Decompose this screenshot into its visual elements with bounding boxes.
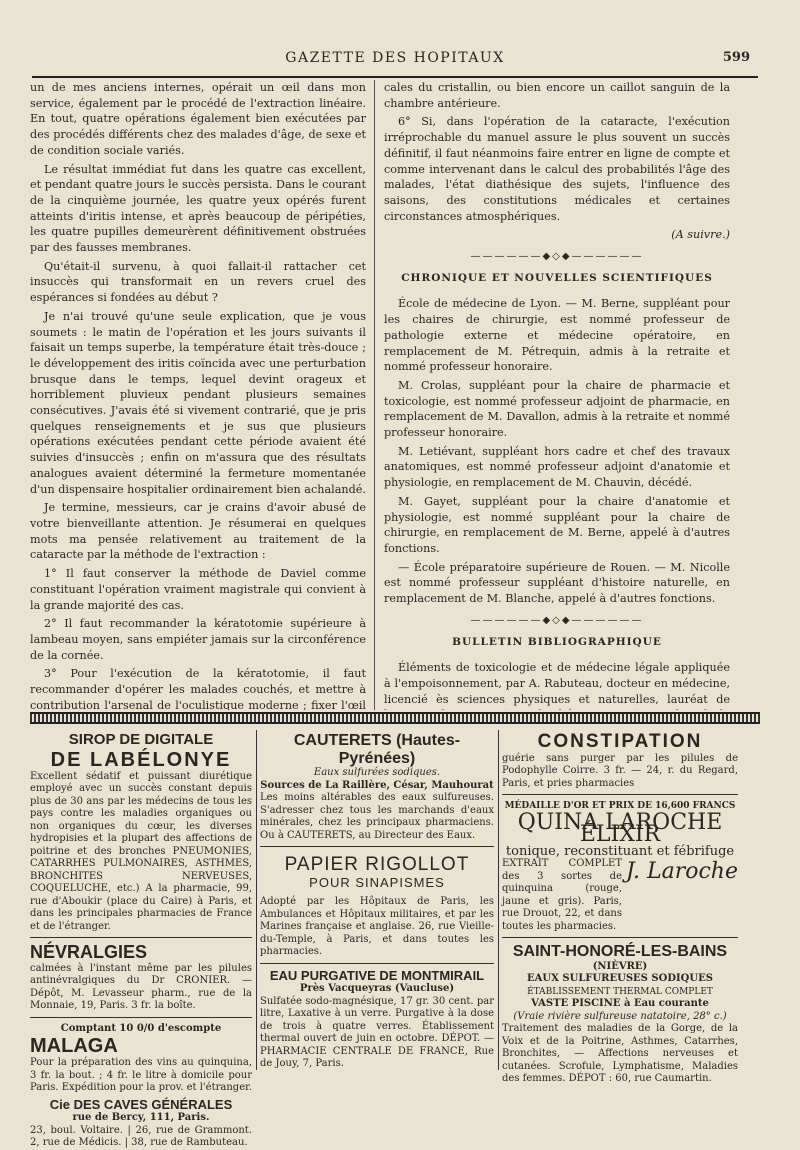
ad-title: EAU PURGATIVE DE MONTMIRAIL [269,967,485,983]
ad-text: EXTRAIT COMPLET des 3 sortes de quinquina (rouge, jaune et gris). Paris, rue Drouot, 22, et dans toutes les pharmacies. [502,858,622,932]
ad-subtitle: VASTE PISCINE à Eau courante [531,998,709,1010]
ad-subtitle: tonique, reconstituant et fébrifuge [505,843,735,859]
ad-rigollot [260,855,494,964]
paragraph: 6° Si, dans l'opération de la cataracte, l'exécution irréprochable du manuel assure le plus souvent un succès définitif, il faut néanmoins faire entrer en ligne de compte et comme intervenant dans le calcul des probabilités l'âge des malades, l'état diathésique des sujets, l'influence des saisons, des constitutions médicales et certaines circonstances atmosphériques. [384,115,730,223]
ad-subtitle: Eaux sulfurées sodiques. [313,767,441,779]
ad-subtitle: (NIÈVRE) [592,960,648,972]
paragraph: un de mes anciens internes, opérait un œil dans mon service, également par le procédé de l'extraction linéaire. En tout, quatre opérations également bien exécutées par des procédés différents chez des malades d'âge, de sexe et de condition sociale variés. [30,81,366,157]
ad-text: Les moins altérables des eaux sulfureuses. S'adresser chez tous les marchands d'eaux minérales, chez les principaux pharmaciens. Ou à CAUTERETS, au Directeur des Eaux. [260,792,494,841]
ad-sirop-digitale [30,732,252,938]
paragraph: École de médecine de Lyon. — M. Berne, suppléant pour les chaires de chirurgie, est nommé professeur de pathologie externe et médecine opératoire, en remplacement de M. Pétrequin, admis à la retraite et nommé professeur honoraire. [384,297,730,374]
section-heading: CHRONIQUE ET NOUVELLES SCIENTIFIQUES [401,271,713,284]
ad-subtitle: ÉTABLISSEMENT THERMAL COMPLET [527,986,713,997]
ad-cauterets [260,732,494,847]
paragraph: Le résultat immédiat fut dans les quatre cas excellent, et pendant quatre jours le succès persista. Dans le courant de la cinquième journée, les quatre yeux opérés furent atteints d'iritis intense, et après beaucoup de péripéties, les quatre pupilles demeurèrent définitivement obstruées par des fausses membranes. [30,162,366,255]
paragraph: — École préparatoire supérieure de Rouen. — M. Nicolle est nommé professeur suppléant d'histoire naturelle, en remplacement de M. Blanche, appelé à d'autres fonctions. [384,560,730,606]
ad-montmirail [260,969,494,1071]
page-header [30,50,760,72]
left-column [30,80,366,710]
ad-column-right [502,732,738,1086]
ad-title: PAPIER RIGOLLOT [284,854,470,876]
signature: J. Laroche [625,859,738,885]
section-heading: BULLETIN BIBLIOGRAPHIQUE [452,635,662,648]
paragraph: M. Letiévant, suppléant hors cadre et chef des travaux anatomiques, est nommé professeur adjoint d'anatomie et physiologie, en remplacement de M. Chauvin, décédé. [384,444,730,490]
ad-malaga [30,1023,252,1150]
ad-text: Adopté par les Hôpitaux de Paris, les Ambulances et Hôpitaux militaires, et par les Marines française et anglaise. 26, rue Vieille-du-Temple, à Paris, et dans toutes les pharmacies. [260,896,494,958]
ad-title: NÉVRALGIES [30,942,148,962]
ad-title: DE LABÉLONYE [50,748,232,771]
ad-text: Traitement des maladies de la Gorge, de la Voix et de la Poitrine, Asthmes, Catarrhes, Bronchites, — Affections nerveuses et cutanées. Scrofule, Lymphatisme, Maladies des femmes. DÉPOT : 60, rue Caumartin. [502,1023,738,1085]
ad-title: CAUTERETS (Hautes-Pyrénées) [293,732,461,767]
paragraph: Éléments de toxicologie et de médecine légale appliquée à l'empoisonnement, par A. Rabuteau, docteur en médecine, licencié ès sciences physiques et naturelles, lauréat de [384,661,730,706]
ad-subtitle: Près Vacqueyras (Vaucluse) [299,983,455,995]
advertisement-band-rule [30,712,760,724]
ad-title: SIROP DE DIGITALE [68,731,214,748]
paragraph: M. Gayet, suppléant pour la chaire d'anatomie et physiologie, est nommé suppléant pour la chaire de chirurgie, en remplacement de M. Berne, appelé à d'autres fonctions. [384,494,730,555]
ad-column-middle [260,732,494,1071]
ad-quina-laroche [502,800,738,938]
ad-column-divider [256,730,257,1070]
ad-subtitle: (Vraie rivière sulfureuse natatoire, 28° c.) [513,1010,727,1022]
paragraph: Qu'était-il survenu, à quoi fallait-il rattacher cet insuccès qui transformait en un revers cruel des espérances si fondées au début ? [30,259,366,305]
ad-text: calmées à l'instant même par les pilules antinévralgiques du Dr CRONIER. — Dépôt, M. Levasseur pharm., rue de la Monnaie, 19, Paris. 3 fr. la boîte. [30,962,252,1012]
ad-address: rue de Bercy, 111, Paris. [72,1112,210,1124]
column-divider [374,80,375,710]
ad-constipation [502,732,738,795]
paragraph: cales du cristallin, ou bien encore un caillot sanguin de la chambre antérieure. [384,81,730,110]
ad-saint-honore [502,943,738,1086]
ad-title: SAINT-HONORÉ-LES-BAINS [512,943,728,961]
paragraph: M. Crolas, suppléant pour la chaire de pharmacie et toxicologie, est nommé professeur adjoint de pharmacie, en remplacement de M. Davallon, admis à la retraite et nommé professeur honoraire. [384,378,730,440]
paragraph: 3° Pour l'exécution de la kératotomie, il faut recommander d'opérer les malades couchés, et mettre à contribution l'arsenal de l'oculistique moderne ; fixer l'œil [30,667,366,710]
paragraph: Je n'ai trouvé qu'une seule explication, que je vous soumets : le matin de l'opération et les jours suivants il faisait un temps superbe, la température était très-douce ; le développement des iritis coïncida avec une perturbation brusque dans le temps, lequel devint orageux et horriblement pluvieux pendant plusieurs semaines consécutives. J'avais été si vivement contrarié, que je pris quelques renseignements et je sus que plusieurs opérations exécutées pendant cette période avaient été suivies d'insuccès ; enfin on m'assura que des résultats analogues avaient déterminé la fermeture momentanée d'un dispensaire hospitalier ordinairement bien achalandé. [30,309,366,496]
header-rule [32,76,758,78]
ornament-divider: ——————◆◇◆—————— [470,614,644,626]
ad-subtitle: POUR SINAPISMES [309,875,445,891]
ad-title: MALAGA [30,1035,118,1058]
ad-subtitle: Comptant 10 0/0 d'escompte [60,1022,222,1034]
paragraph: 1° Il faut conserver la méthode de Daviel comme constituant l'opération vraiment magistrale qui convient à la grande majorité des cas. [30,567,366,612]
to-be-continued: (A suivre.) [671,228,730,242]
paragraph: 2° Il faut recommander la kératotomie supérieure à lambeau moyen, sans empiéter jamais sur la circonférence de la cornée. [30,617,366,662]
ornament-divider: ——————◆◇◆—————— [470,251,644,263]
ad-column-left [30,732,252,1150]
right-column [384,80,730,710]
ad-title: Cie DES CAVES GÉNÉRALES [49,1096,233,1112]
ad-subtitle: MÉDAILLE D'OR ET PRIX DE 16,600 FRANCS [504,801,736,812]
page-number: 599 [722,50,750,65]
ad-nevralgies [30,943,252,1018]
ad-subtitle: Sources de La Raillère, César, Mauhourat [260,779,494,791]
ad-subtitle: EAUX SULFUREUSES SODIQUES [527,973,713,985]
ad-text: guérie sans purger par les pilules de Podophylle Coirre. 3 fr. — 24, r. du Regard, Paris, et pries pharmacies [502,752,738,789]
ad-text: Pour la préparation des vins au quinquina, 3 fr. la bout. ; 4 fr. le litre à domicile pour Paris. Expédition pour la prov. et l'étranger. [30,1057,252,1094]
ad-branches: 23, boul. Voltaire. | 26, rue de Grammont. 2, rue de Médicis. | 38, rue de Rambuteau. [30,1124,252,1149]
ad-text: Excellent sédatif et puissant diurétique employé avec un succès constant depuis plus de 30 ans par les médecins de tous les pays contre les maladies organiques ou non organiques du cœur, les diverses hydropisies et la plupart des affections de poitrine et des bronches PNEUMONIES, CATARRHES PULMONAIRES, ASTHMES, BRONCHITES NERVEUSES, COQUELUCHE, etc.) A la pharmacie, 99, rue d'Aboukir (place du Caire) à Paris, et dans les principales pharmacies de France et de l'étranger. [30,770,252,932]
ad-title: QUINA LAROCHE ÉLIXIR [517,809,723,848]
ad-text: Sulfatée sodo-magnésique, 17 gr. 30 cent. par litre, Laxative à un verre. Purgative à la dose de trois à quatre verres. Établissement thermal ouvert de juin en octobre. DÉPOT. — PHARMACIE CENTRALE DE FRANCE, Rue de Jouy, 7, Paris. [260,995,494,1070]
ad-column-divider [498,730,499,1070]
paragraph: Je termine, messieurs, car je crains d'avoir abusé de votre bienveillante attention. Je résumerai en quelques mots ma pensée relativement au traitement de la cataracte par la méthode de l'extraction : [30,501,366,562]
ad-title: CONSTIPATION [537,731,703,752]
journal-title: GAZETTE DES HOPITAUX [285,50,505,66]
